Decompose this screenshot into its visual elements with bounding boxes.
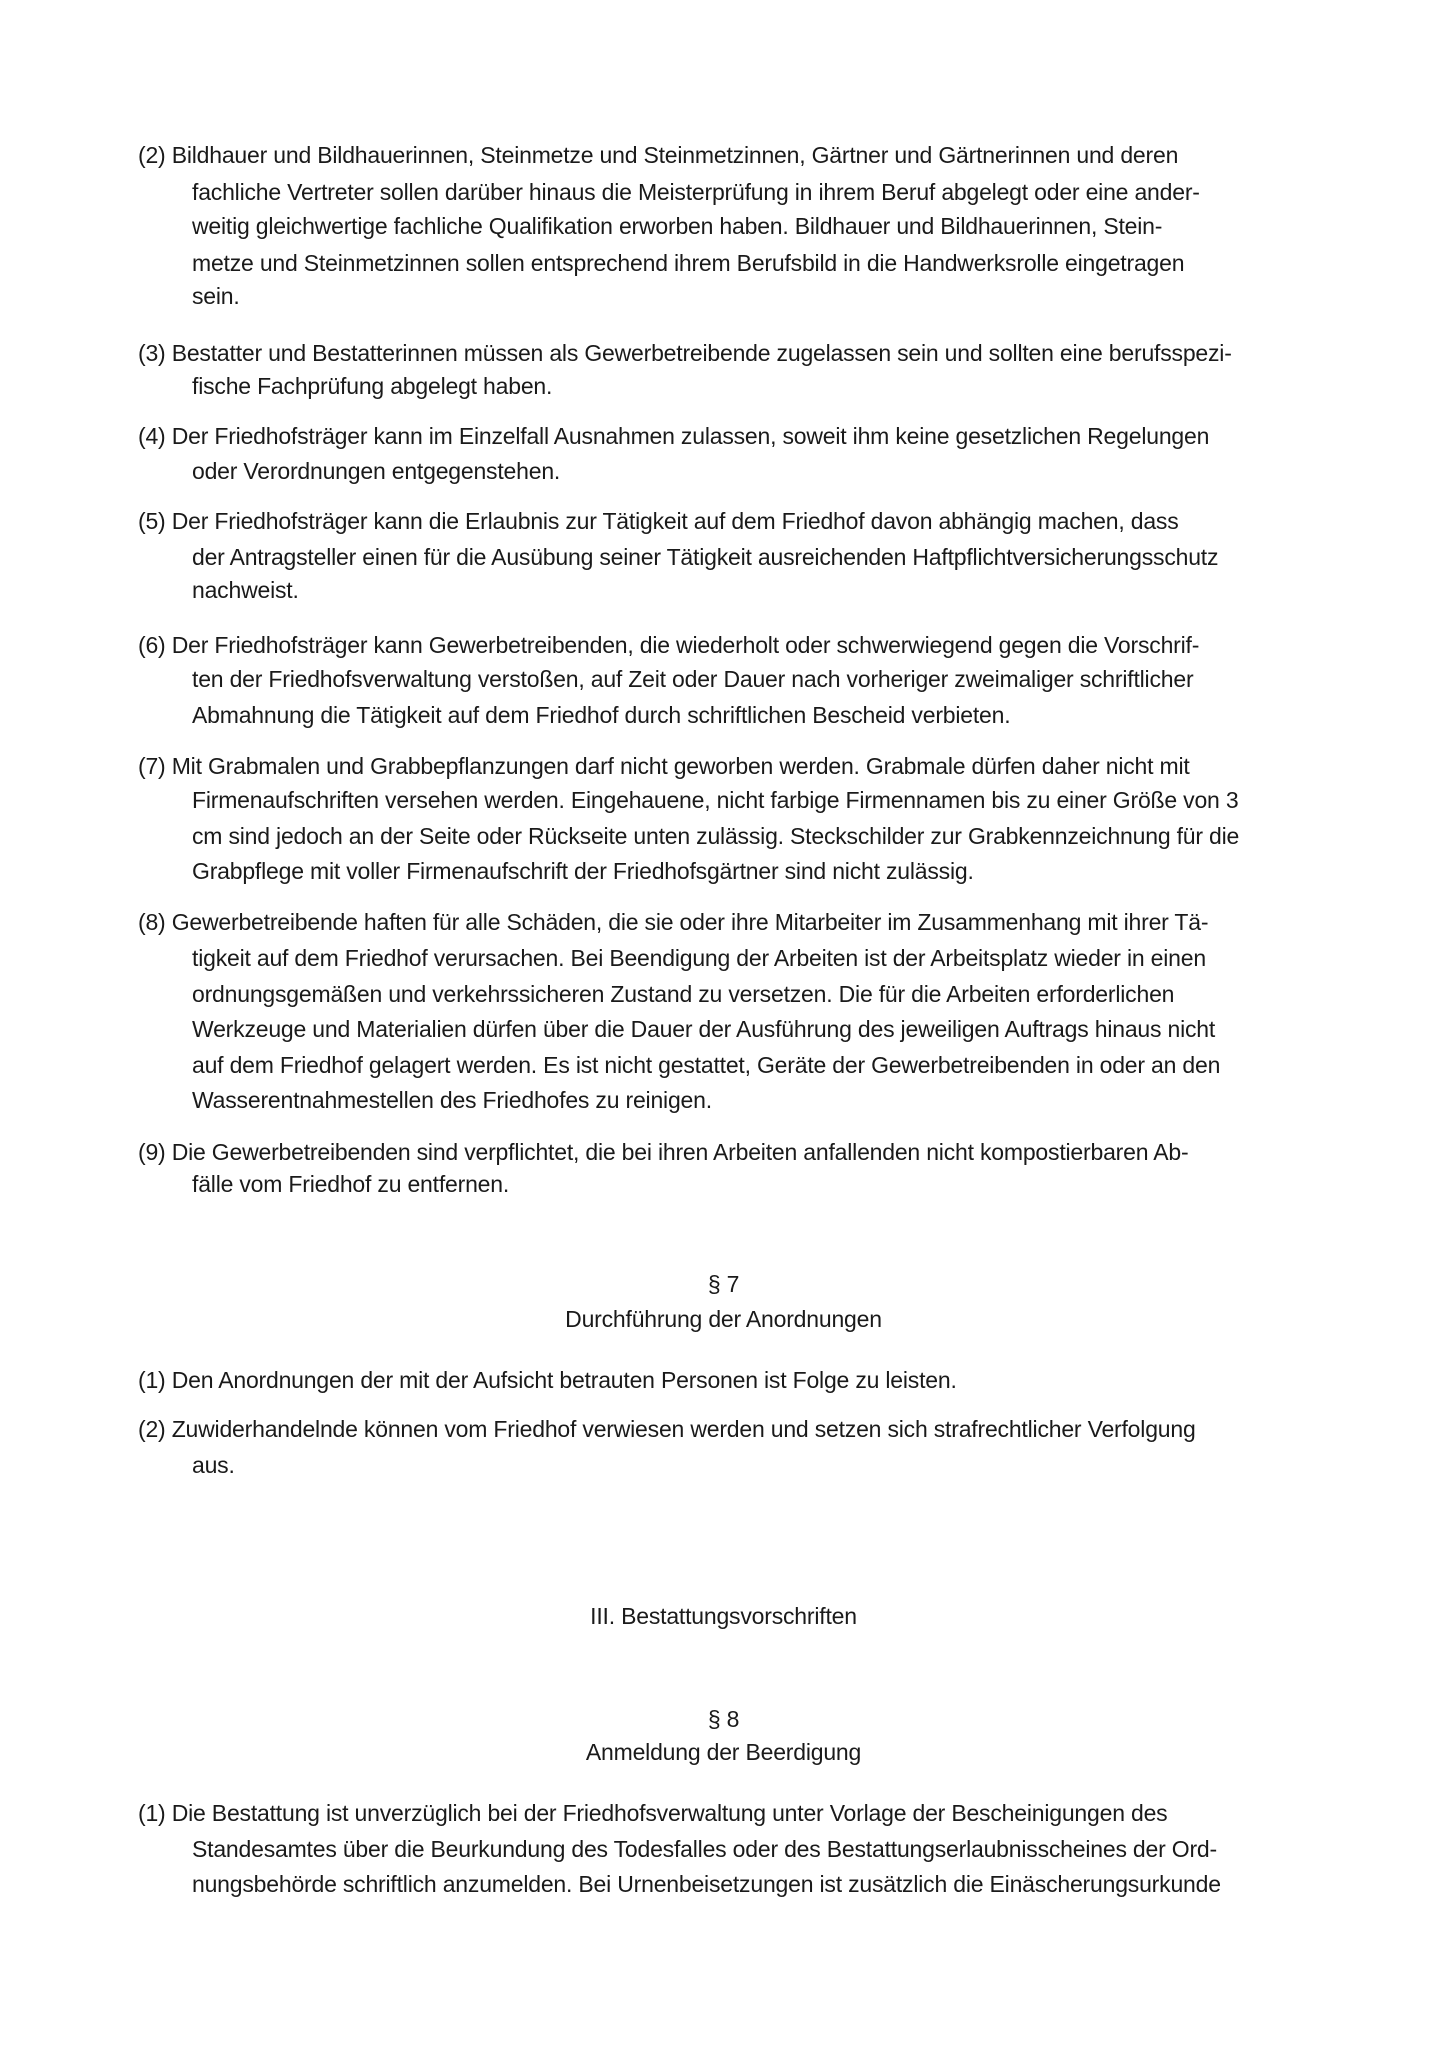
paragraph-line: (2) Bildhauer und Bildhauerinnen, Steinmetze und Steinmetzinnen, Gärtner und Gärtnerinnen und deren [138, 142, 1179, 168]
paragraph-line: (3) Bestatter und Bestatterinnen müssen als Gewerbetreibende zugelassen sein und sollten eine berufsspezi- [138, 340, 1232, 366]
paragraph-line: Grabpflege mit voller Firmenaufschrift der Friedhofsgärtner sind nicht zulässig. [192, 858, 974, 884]
paragraph-line: tigkeit auf dem Friedhof verursachen. Bei Beendigung der Arbeiten ist der Arbeitsplatz wieder in einen [192, 945, 1206, 971]
section-heading-line: § 8 [707, 1706, 740, 1732]
paragraph-line: Abmahnung die Tätigkeit auf dem Friedhof durch schriftlichen Bescheid verbieten. [192, 702, 1011, 728]
paragraph-line: (1) Die Bestattung ist unverzüglich bei der Friedhofsverwaltung unter Vorlage der Bescheinigungen des [138, 1800, 1168, 1826]
section-heading-line: Anmeldung der Beerdigung [585, 1739, 862, 1765]
paragraph-line: (4) Der Friedhofsträger kann im Einzelfall Ausnahmen zulassen, soweit ihm keine gesetzlichen Regelungen [138, 423, 1210, 449]
paragraph-line: nungsbehörde schriftlich anzumelden. Bei Urnenbeisetzungen ist zusätzlich die Einäscherungsurkunde [192, 1871, 1221, 1897]
paragraph-line: Standesamtes über die Beurkundung des Todesfalles oder des Bestattungserlaubnisscheines der Ord- [192, 1836, 1217, 1862]
section-heading-line: § 7 [707, 1271, 740, 1297]
paragraph-line: oder Verordnungen entgegenstehen. [192, 458, 561, 484]
paragraph-line: metze und Steinmetzinnen sollen entsprechend ihrem Berufsbild in die Handwerksrolle eingetragen [192, 250, 1185, 276]
paragraph-line: ten der Friedhofsverwaltung verstoßen, auf Zeit oder Dauer nach vorheriger zweimaliger schriftlicher [192, 666, 1194, 692]
paragraph-line: Wasserentnahmestellen des Friedhofes zu reinigen. [192, 1087, 712, 1113]
paragraph-line: Firmenaufschriften versehen werden. Eingehauene, nicht farbige Firmennamen bis zu einer Größe von 3 [192, 787, 1239, 813]
section-heading-line: III. Bestattungsvorschriften [590, 1603, 857, 1629]
paragraph-line: cm sind jedoch an der Seite oder Rückseite unten zulässig. Steckschilder zur Grabkennzeichnung für die [192, 823, 1240, 849]
paragraph-line: (8) Gewerbetreibende haften für alle Schäden, die sie oder ihre Mitarbeiter im Zusammenhang mit ihrer Tä- [138, 909, 1209, 935]
paragraph-line: (7) Mit Grabmalen und Grabbepflanzungen darf nicht geworben werden. Grabmale dürfen daher nicht mit [138, 753, 1190, 779]
paragraph-line: (2) Zuwiderhandelnde können vom Friedhof verwiesen werden und setzen sich strafrechtlicher Verfolgung [138, 1416, 1196, 1442]
paragraph-line: fische Fachprüfung abgelegt haben. [192, 373, 553, 399]
paragraph-line: sein. [192, 283, 240, 309]
paragraph-line: der Antragsteller einen für die Ausübung seiner Tätigkeit ausreichenden Haftpflichtversicherungsschutz [192, 544, 1219, 570]
paragraph-line: fachliche Vertreter sollen darüber hinaus die Meisterprüfung in ihrem Beruf abgelegt oder eine ander- [192, 179, 1200, 205]
paragraph-line: (9) Die Gewerbetreibenden sind verpflichtet, die bei ihren Arbeiten anfallenden nicht kompostierbaren Ab- [138, 1139, 1189, 1165]
paragraph-line: (1) Den Anordnungen der mit der Aufsicht betrauten Personen ist Folge zu leisten. [138, 1367, 957, 1393]
paragraph-line: auf dem Friedhof gelagert werden. Es ist nicht gestattet, Geräte der Gewerbetreibenden in oder an den [192, 1052, 1221, 1078]
paragraph-line: aus. [192, 1452, 235, 1478]
section-heading-line: Durchführung der Anordnungen [565, 1306, 882, 1332]
paragraph-line: weitig gleichwertige fachliche Qualifikation erworben haben. Bildhauer und Bildhauerinnen, Stein- [192, 213, 1163, 239]
paragraph-line: (6) Der Friedhofsträger kann Gewerbetreibenden, die wiederholt oder schwerwiegend gegen die Vorschrif- [138, 632, 1200, 658]
paragraph-line: (5) Der Friedhofsträger kann die Erlaubnis zur Tätigkeit auf dem Friedhof davon abhängig machen, dass [138, 508, 1179, 534]
paragraph-line: fälle vom Friedhof zu entfernen. [192, 1171, 510, 1197]
paragraph-line: ordnungsgemäßen und verkehrssicheren Zustand zu versetzen. Die für die Arbeiten erforderlichen [192, 981, 1175, 1007]
paragraph-line: Werkzeuge und Materialien dürfen über die Dauer der Ausführung des jeweiligen Auftrags hinaus nicht [192, 1016, 1216, 1042]
paragraph-line: nachweist. [192, 577, 299, 603]
